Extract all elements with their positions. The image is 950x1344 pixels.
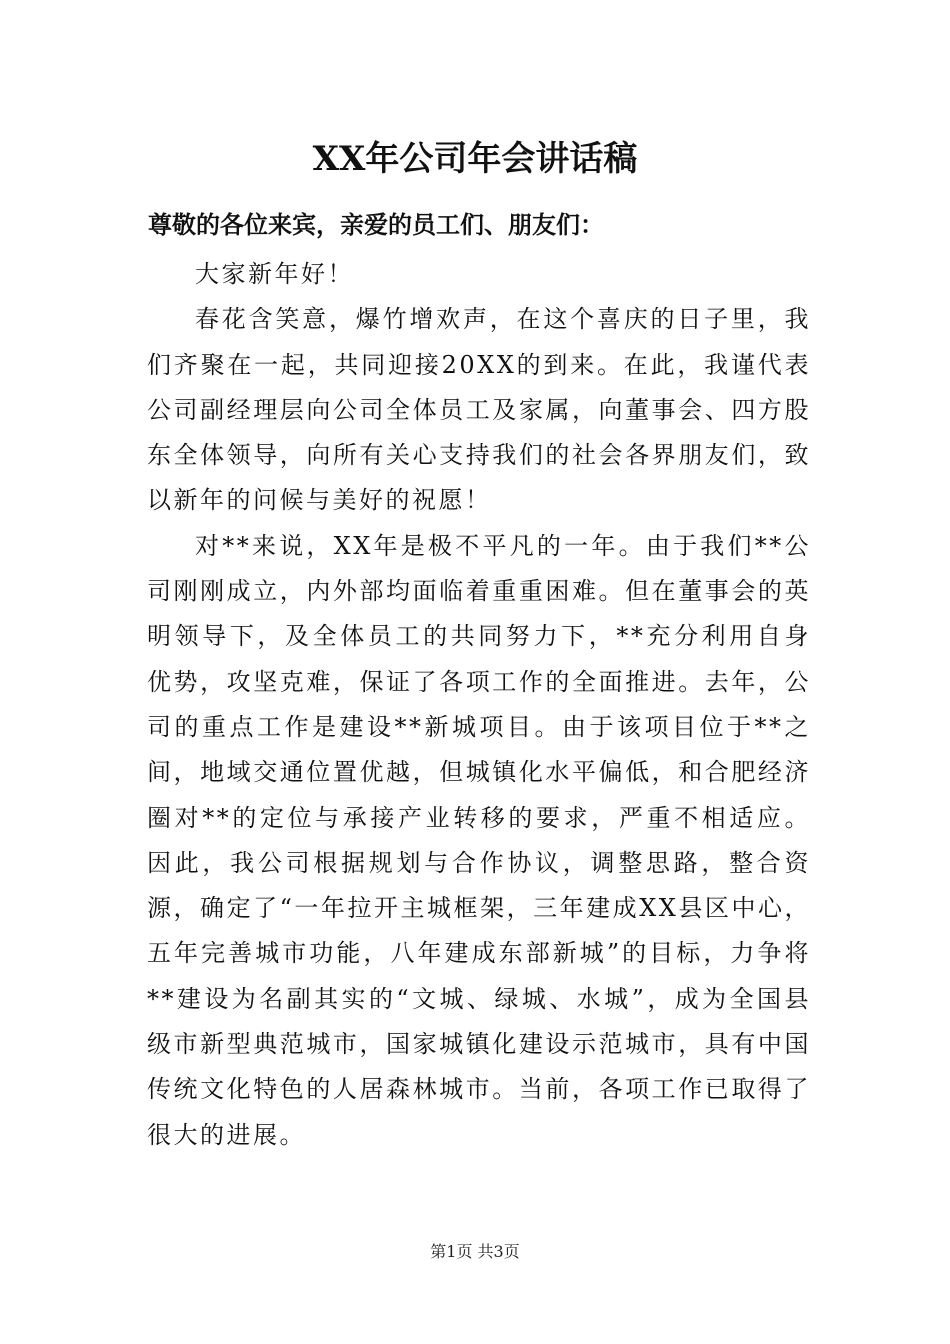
- paragraph-new-year-wishes: 春花含笑意，爆竹增欢声，在这个喜庆的日子里，我们齐聚在一起，共同迎接20XX的到来。在此，我谨代表公司副经理层向公司全体员工及家属，向董事会、四方股东全体领导，向所有关心支持我们的社会各界朋友们，致以新年的问候与美好的祝愿！: [147, 305, 811, 515]
- page-footer: 第1页 共3页: [430, 1242, 520, 1261]
- document-body: [147, 252, 811, 1158]
- salutation: 尊敬的各位来宾，亲爱的员工们、朋友们：: [148, 210, 604, 239]
- paragraph-year-review: 对**来说，XX年是极不平凡的一年。由于我们**公司刚刚成立，内外部均面临着重重困难。但在董事会的英明领导下，及全体员工的共同努力下，**充分利用自身优势，攻坚克难，保证了各项工作的全面推进。去年，公司的重点工作是建设**新城项目。由于该项目位于**之间，地域交通位置优越，但城镇化水平偏低，和合肥经济圈对**的定位与承接产业转移的要求，严重不相适应。因此，我公司根据规划与合作协议，调整思路，整合资源，确定了“一年拉开主城框架，三年建成XX县区中心，五年完善城市功能，八年建成东部新城”的目标，力争将**建设为名副其实的“文城、绿城、水城”，成为全国县级市新型典范城市，国家城镇化建设示范城市，具有中国传统文化特色的人居森林城市。当前，各项工作已取得了很大的进展。: [147, 531, 811, 1149]
- document-title: XX年公司年会讲话稿: [312, 139, 638, 179]
- paragraph-greeting: 大家新年好！: [195, 260, 354, 288]
